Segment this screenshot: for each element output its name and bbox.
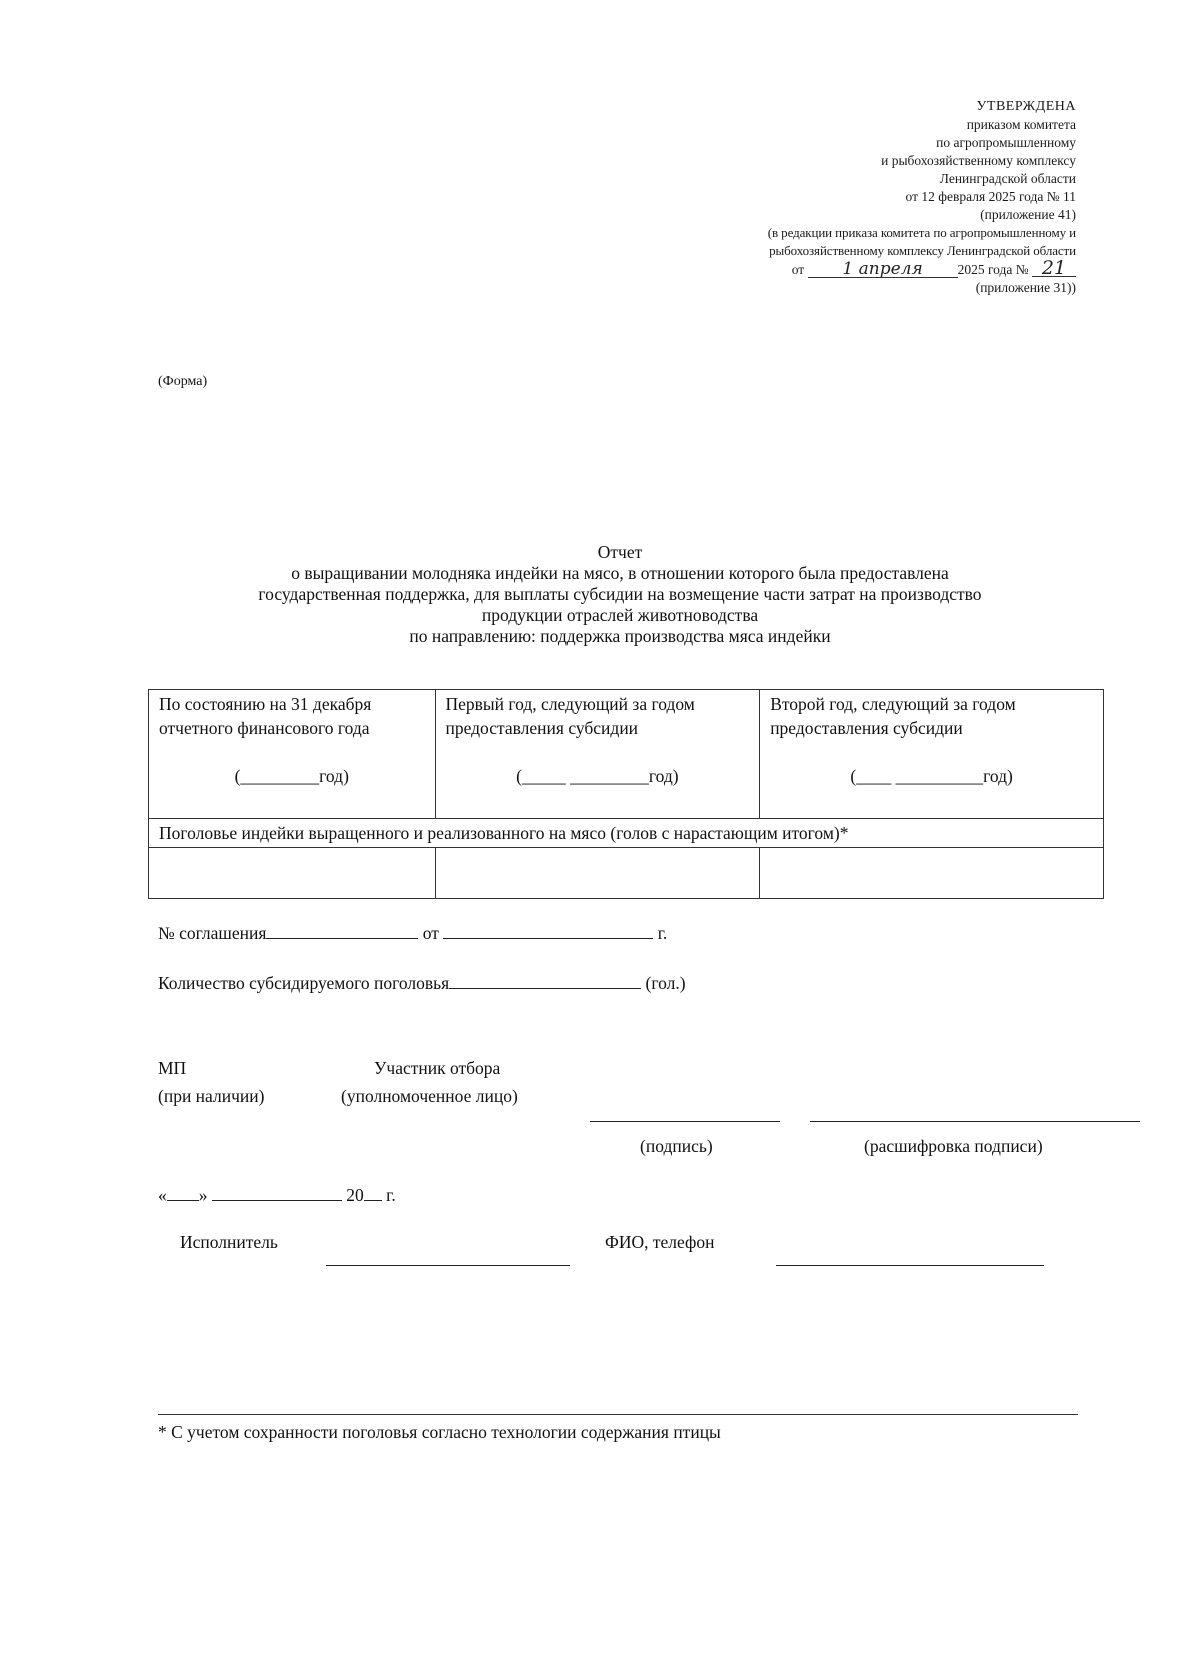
participant-note: (уполномоченное лицо) xyxy=(341,1086,518,1106)
signature-label: (подпись) xyxy=(640,1136,713,1156)
agreement-year-suffix: г. xyxy=(657,923,668,943)
approval-date-suffix: 2025 года № xyxy=(957,262,1029,277)
date-open-quote: « xyxy=(158,1185,167,1205)
agreement-date-field[interactable] xyxy=(443,922,653,939)
mp-label: МП xyxy=(158,1058,187,1078)
title-line: о выращивании молодняка индейки на мясо, в отношении которого была предоставлена xyxy=(291,563,949,583)
header-text: Второй год, следующий за годом предоставления субсидии xyxy=(770,694,1016,738)
participant-label: Участник отбора xyxy=(374,1058,501,1078)
header-year: (_________год) xyxy=(234,766,349,786)
approval-line: от 12 февраля 2025 года № 11 xyxy=(905,189,1076,204)
blank-cell[interactable] xyxy=(149,848,436,899)
contact-line[interactable] xyxy=(776,1264,1044,1266)
agreement-number-field[interactable] xyxy=(266,922,418,939)
approval-block xyxy=(656,98,1076,297)
blank-cell[interactable] xyxy=(760,848,1104,899)
approval-line: по агропромышленному xyxy=(936,135,1076,150)
table-row xyxy=(149,848,1104,899)
header-text: По состоянию на 31 декабря отчетного финансового года xyxy=(159,694,372,738)
date-line xyxy=(158,1184,396,1206)
date-year-suffix: г. xyxy=(386,1185,396,1205)
table-header-cell xyxy=(149,690,436,819)
executor-line[interactable] xyxy=(326,1264,570,1266)
title-line: государственная поддержка, для выплаты субсидии на возмещение части затрат на производство xyxy=(258,584,982,604)
approval-date-line xyxy=(656,257,1076,279)
header-year: (____ __________год) xyxy=(850,766,1013,786)
report-title xyxy=(150,542,1090,647)
footnote: * С учетом сохранности поголовья согласно технологии содержания птицы xyxy=(158,1422,721,1442)
approval-line: приказом комитета xyxy=(966,117,1076,132)
approval-line: (в редакции приказа комитета по агропромышленному и xyxy=(767,225,1076,240)
table-header-row xyxy=(149,690,1104,819)
approval-line: рыбохозяйственному комплексу Ленинградской области xyxy=(769,243,1076,258)
blank-cell[interactable] xyxy=(435,848,760,899)
merged-cell: Поголовье индейки выращенного и реализованного на мясо (голов с нарастающим итогом)* xyxy=(149,819,1104,848)
agreement-line xyxy=(158,922,667,944)
date-close-quote: » xyxy=(198,1185,208,1205)
approval-line: и рыбохозяйственному комплексу xyxy=(881,153,1076,168)
title-line: продукции отраслей животноводства xyxy=(481,605,759,625)
agreement-label: № соглашения xyxy=(158,923,267,943)
handwritten-date: 1 апреля xyxy=(808,261,958,278)
form-label: (Форма) xyxy=(158,374,208,389)
livestock-unit: (гол.) xyxy=(645,973,686,993)
mp-note: (при наличии) xyxy=(158,1086,265,1106)
handwritten-number: 21 xyxy=(1032,260,1076,277)
report-table xyxy=(148,689,1104,899)
header-text: Первый год, следующий за годом предоставления субсидии xyxy=(445,694,695,738)
date-day-field[interactable] xyxy=(167,1184,199,1201)
livestock-line xyxy=(158,972,686,994)
contact-label: ФИО, телефон xyxy=(605,1232,715,1252)
table-header-cell xyxy=(435,690,760,819)
executor-label: Исполнитель xyxy=(180,1232,278,1252)
decoding-line[interactable] xyxy=(810,1120,1140,1122)
date-month-field[interactable] xyxy=(212,1184,342,1201)
decoding-label: (расшифровка подписи) xyxy=(864,1136,1043,1156)
header-year: (_____ _________год) xyxy=(516,766,679,786)
agreement-from-label: от xyxy=(422,923,439,943)
date-year-field[interactable] xyxy=(364,1184,382,1201)
footnote-rule xyxy=(158,1414,1078,1415)
livestock-count-field[interactable] xyxy=(449,972,641,989)
title-line: Отчет xyxy=(597,542,643,562)
approval-head: УТВЕРЖДЕНА xyxy=(976,99,1076,114)
approval-date-prefix: от xyxy=(791,262,805,277)
table-header-cell xyxy=(760,690,1104,819)
signature-line[interactable] xyxy=(590,1120,780,1122)
approval-last-line: (приложение 31)) xyxy=(975,280,1076,295)
date-century: 20 xyxy=(346,1185,364,1205)
table-merged-row xyxy=(149,819,1104,848)
title-line: по направлению: поддержка производства мяса индейки xyxy=(409,626,831,646)
livestock-label: Количество субсидируемого поголовья xyxy=(158,973,450,993)
approval-line: Ленинградской области xyxy=(939,171,1076,186)
approval-line: (приложение 41) xyxy=(980,207,1076,222)
